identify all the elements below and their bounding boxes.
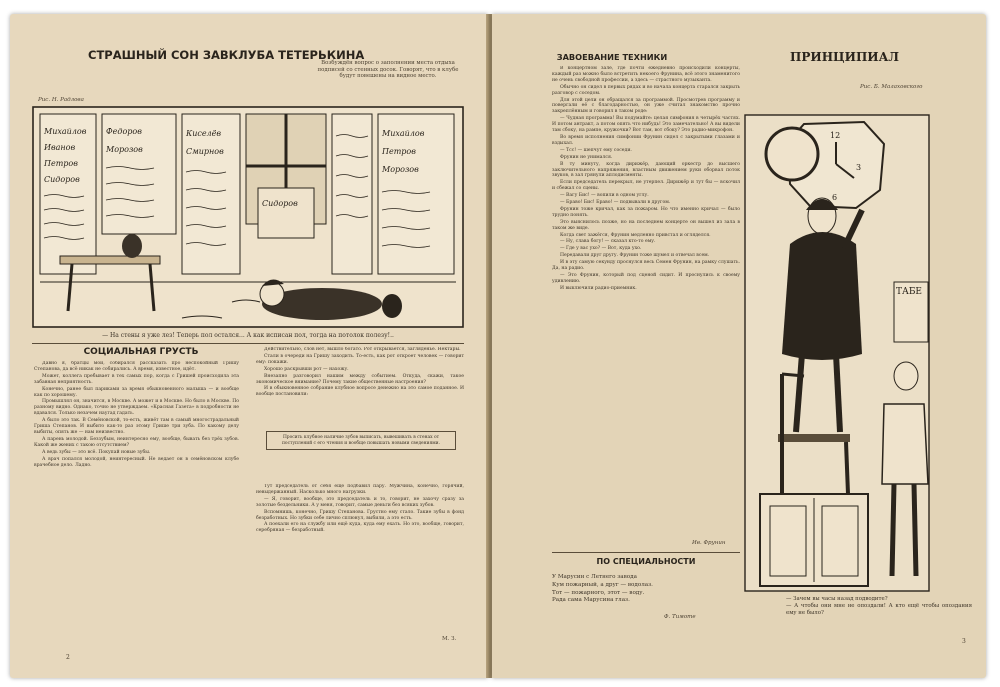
divider <box>552 552 740 553</box>
article-column-2 <box>256 347 464 427</box>
wall-name: Сидоров <box>44 175 80 184</box>
article-paragraph: А ведь зубы — это всё. Покупай новые зубы. <box>42 449 151 455</box>
clock-numeral: 6 <box>832 193 838 202</box>
article-paragraph: Когда свет зажёгся, Фрунин медленно привстал и огляделся. <box>560 232 711 238</box>
article-paragraph: А было это так. В Семёновской, то-есть, живёт там в самый многострадальный Гриша Степанов. И выбито как-то раз этому Грише три зуба. По какому делу выбиты, опять же — нам неизвестно. <box>34 418 239 435</box>
article-column-1 <box>34 361 239 643</box>
article-paragraph: Вспомнишь, конечно, Гришу Степанова. Грустно ему стало. Такие зубы в фонд безработных. Но зубки себе лично сплюнул, выбили, а это есть. <box>256 509 464 521</box>
cartoon-illustration-right <box>744 114 930 592</box>
wall-name: Михайлов <box>44 127 87 136</box>
cartoon-illustration-left <box>32 106 464 328</box>
article-paragraph: А парень молодой. Беззубым, неинтересно ему, вообще, бывать без трёх зубов. Какой же жених с такою отсутствием? <box>34 436 239 448</box>
article-paragraph: Конечно, ранее был париками за время обыкновенного малыша — и вообще как по хорошему. <box>34 386 239 398</box>
article-paragraph: — Чудная программа! Вы подумайте: целая симфония в четырёх частях. И потом антракт, а потом опять что нибудь! Это замечательно! А вы видели там сбоку, на рампе, кружочки? Вот там, вот сбоку? Это радио-микрофон. <box>552 116 740 134</box>
article-paragraph: И в обыкновенное собрание клубное вопросе денежно на это самое поданное. И вообще постановили: <box>256 386 464 398</box>
wall-name: Петров <box>44 159 78 168</box>
article-paragraph: Обычно он сидел в первых рядах и во начала концерта старался закрыть разговор с соседом. <box>552 84 740 96</box>
right-page <box>492 14 986 678</box>
article-paragraph: А поехали его на службу или ещё куда, куда ему ехать. Но это, вообще, говорит, серебряная — безработный. <box>256 522 464 534</box>
subheading-right: ПО СПЕЦИАЛЬНОСТИ <box>596 557 696 566</box>
article-paragraph: И в эту самую секунду проснулся весь Семен Фрунин, на рамку слушать. Да, на радио. <box>552 260 740 272</box>
artist-credit-right: Рис. Б. Малаховского <box>860 84 923 90</box>
resolution-box: Просить клубное наличие зубов выписать, вывешивать в стенах от поступлений с его чтения и вообще повышать новыми сведениями. <box>266 431 456 450</box>
article-paragraph: — Браво! Бис! Браво! — подвывали в другом. <box>560 200 671 206</box>
poem-line: Рада сама Марусина глаз. <box>552 597 630 604</box>
article-paragraph: Для этой цели он обращался за программой. Просмотрев программу и повергали её с благодарностью, он уже считал знакомство прочно закреплённым и говорил в таком роде: <box>552 97 740 115</box>
article-paragraph: Внезапно разговорил нашим между событием. Откуда, скажи, такое экономическое внимание? Почему такие общественные настроения? <box>256 373 464 385</box>
article-paragraph: — Тсс! — шепчут ему соседи. <box>560 147 632 153</box>
divider <box>32 343 464 344</box>
article-paragraph: — Это Фрунин, который под сценой сидит. И проснулись к своему удивлению. <box>552 273 740 284</box>
article-paragraph: Давно я, братцы мои, собирался рассказать про неспокойный Гришу Степанова, да всё никак не собирались. А время, известное, идёт. <box>34 361 239 372</box>
article-heading-right: ЗАВОЕВАНИЕ ТЕХНИКИ <box>556 52 668 62</box>
left-page <box>10 14 488 678</box>
right-page-title: ПРИНЦИПИАЛ <box>790 50 900 64</box>
article-paragraph: Во время исполнения симфонии Фрунин сидел с закрытыми глазами и вздыхал. <box>552 134 740 146</box>
clock-numeral: 12 <box>830 131 841 140</box>
article-paragraph: Может, коллега пребывает в тех самых пор, когда с Гришей происходила эта забавная неприятность. <box>34 373 239 385</box>
right-signature: Ив. Фрунин <box>692 540 726 546</box>
article-paragraph: — Я, говорит, вообще, это председатель и то, говорит, не захочу сразу за золотые бездельники. А у меня, говорит, самые деньги без всяких зубов. <box>256 496 464 508</box>
poem-signature: Ф. Тимоте <box>664 614 696 620</box>
article-paragraph: — Ну, слава богу! — сказал кто-то ему. <box>560 239 656 245</box>
page-number-left: 2 <box>66 654 70 661</box>
article-paragraph: Фрунин не унимался. <box>560 154 613 160</box>
article-column-right <box>552 66 740 536</box>
clock-numeral: 3 <box>856 163 862 172</box>
poem-line: Тот — пожарного, этот — воду. <box>552 589 645 596</box>
wall-name: Сидоров <box>262 199 298 208</box>
article-paragraph: В ту минуту, когда дирижёр, дающий оркестр до высшего заключительного напряжения, властным движением руки оборвал поток звуков, в зал грянули аплодисменты. <box>552 161 740 179</box>
article-paragraph: Тут председатель от себя ещё подбавил пару. Мужчина, конечно, горячий, невыдержанный. Насколько много нагрузки. <box>256 484 464 495</box>
poem <box>552 574 653 605</box>
article-paragraph: Стали в очереди на Гришу заходить. То-есть, как рот откроет человек — говорит ему: покажи. <box>256 353 464 365</box>
wall-name: Киселёв <box>186 129 222 138</box>
wall-name: Морозов <box>382 165 419 174</box>
article-paragraph: Передавали друг другу. Фрунин тоже шумел и отвечал всем. <box>560 253 710 259</box>
right-caption: — Зачем вы часы назад подводите? — А чтобы они мне не опоздали! А кто ещё чтобы опоздания ему не было? <box>786 596 972 616</box>
wall-name: Петров <box>382 147 416 156</box>
wall-name: Иванов <box>44 143 76 152</box>
left-page-title: СТРАШНЫЙ СОН ЗАВКЛУБА ТЕТЕРЬКИНА <box>88 48 365 62</box>
wall-name: Федоров <box>106 127 142 136</box>
poem-line: Кум пожарный, а друг — водолаз. <box>552 581 653 588</box>
article-heading-left: СОЦИАЛЬНАЯ ГРУСТЬ <box>83 347 199 357</box>
article-paragraph: Это выяснилось позже, но на последнем концерте он вышел из зала в таком же виде. <box>552 219 740 231</box>
artist-credit-left: Рис. Н. Радлова <box>38 97 84 103</box>
article-column-2b <box>256 484 464 634</box>
left-caption: — На стены я уже лез! Теперь пол остался... А как исписан пол, тогда на потолок полезу!.. <box>102 332 394 339</box>
board-label: ТАБЕ <box>896 287 923 297</box>
wall-name: Морозов <box>106 145 143 154</box>
poem-line: У Марусин с Летнего завода <box>552 574 637 580</box>
article-paragraph: Хорошо раскрывши рот — нахожу. <box>264 366 349 372</box>
article-paragraph: В концертном зале, где почти ежедневно происходили концерты, каждый раз можно было встретить некоего Фрунина, всё этого знаменитого не очень свободной профессии, а здесь — страстного музыканта. <box>552 66 740 83</box>
article-paragraph: Фрунин тоже кричал, как за пожаром. Но что именно кричал — было трудно понять. <box>552 206 740 218</box>
wall-name: Смирнов <box>186 147 224 156</box>
page-number-right: 3 <box>962 638 966 645</box>
left-signature: М. З. <box>442 636 457 642</box>
article-paragraph: — Вагу Бис! — вопили в одном углу. <box>560 193 649 199</box>
article-paragraph: Действительно, слов нет, вышло богато. Рот открывается, загляденье. Нектары. <box>264 347 461 352</box>
epigraph: Возбуждён вопрос о заполнении места отдыха подписей со стенных досок. Говорят, что в клубе будут повешены на видное место. <box>317 60 459 80</box>
wall-name: Михайлов <box>382 129 425 138</box>
article-paragraph: — Где у вас ухо? — Вот, куда ухо. <box>560 246 642 252</box>
article-paragraph: И выключили радио-приемник. <box>560 285 637 291</box>
article-paragraph: Если председатель перекрыл, не утерпел. Дирижёр и тут бы — вскочил и сбежал со сцены. <box>552 180 740 192</box>
article-paragraph: Промышлял он, значится, в Москве. А может и в Москве. Но было в Москве. По разному видно. Однако, точно не утверждаем. «Красная Газета» в подробности не вдавался. Только незачем наугад гадать. <box>34 399 239 417</box>
article-paragraph: А врач попался молодой, неинтересный. Не ведает он в семёновском клубе врачебное дело. Ладно. <box>34 456 239 468</box>
